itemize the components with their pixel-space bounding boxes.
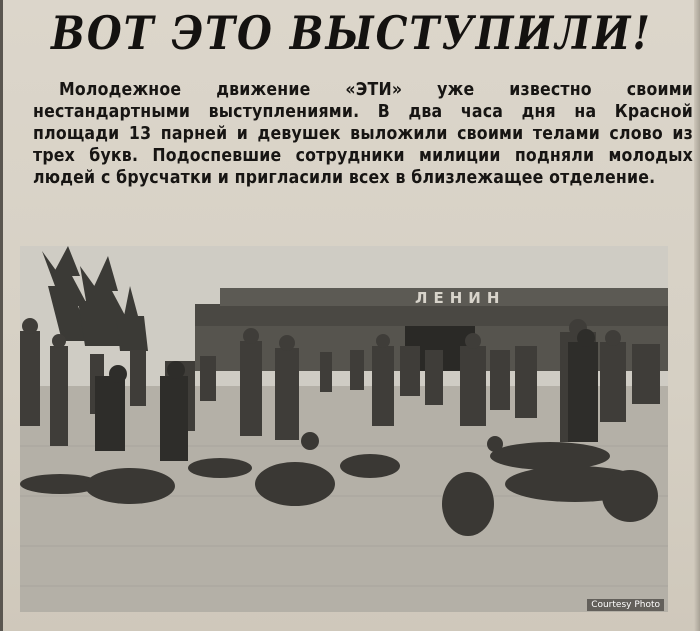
lenin-sign: ЛЕНИН [415,289,506,307]
news-photo [20,246,668,612]
headline: ВОТ ЭТО ВЫСТУПИЛИ! [51,6,652,61]
photo-credit: Courtesy Photo [587,599,664,611]
article-body: Молодежное движение «ЭТИ» уже известно своими нестандартными выступлениями. В два часа дня на Красной площади 13 парней и девушек выложили своими телами слово из трех букв. Подоспевшие сотрудники милиции подняли молодых людей с брусчатки и пригласили всех в близлежащее отделение. [33,80,693,188]
page-edge [694,0,700,631]
photo-scene [20,246,668,612]
